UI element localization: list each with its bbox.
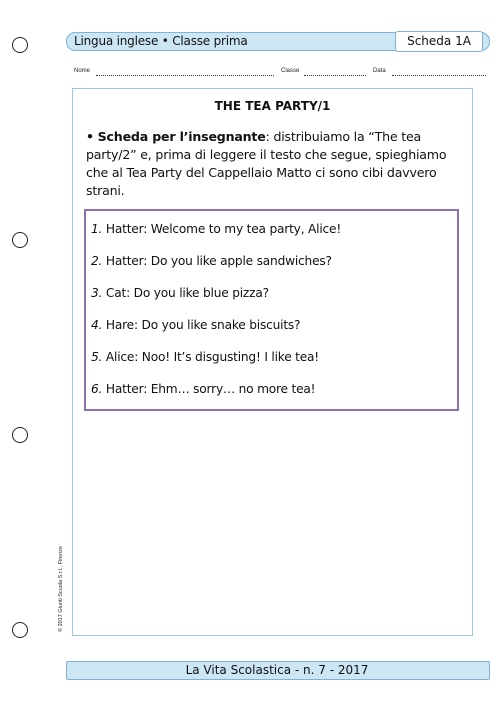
copyright-notice: © 2017 Giunti Scuola S.r.l., Firenze [58, 546, 64, 632]
dialog-number: 1. [91, 222, 103, 236]
teacher-note-text: : distribuiamo la “The tea party/2” e, prima di leggere il testo che segue, spieghiamo che al Tea Party del Cappellaio Matto ci sono cibi davvero strani. [86, 129, 447, 198]
data-line [392, 75, 486, 76]
dialog-number: 5. [91, 350, 103, 364]
classe-label: Classe [281, 68, 300, 74]
scheda-label: Scheda 1A [395, 31, 483, 52]
dialog-text: Hatter: Ehm… sorry… no more tea! [102, 382, 316, 396]
footer-text: La Vita Scolastica - n. 7 - 2017 [185, 663, 369, 677]
dialog-number: 6. [91, 382, 103, 396]
dialog-number: 3. [91, 286, 103, 300]
nome-line [96, 75, 274, 76]
dialog-list [91, 218, 341, 410]
binder-hole-3 [12, 427, 28, 443]
data-label: Data [373, 68, 386, 74]
dialog-line [91, 218, 341, 250]
dialog-text: Hare: Do you like snake biscuits? [102, 318, 301, 332]
binder-hole-2 [12, 232, 28, 248]
dialog-line [91, 314, 341, 346]
binder-hole-1 [12, 37, 28, 53]
dialog-text: Hatter: Do you like apple sandwiches? [102, 254, 332, 268]
dialog-line [91, 250, 341, 282]
dialog-text: Cat: Do you like blue pizza? [102, 286, 269, 300]
dialog-text: Hatter: Welcome to my tea party, Alice! [102, 222, 342, 236]
header-title: Lingua inglese • Classe prima [74, 34, 248, 48]
nome-label: Nome [74, 68, 91, 74]
document-title: THE TEA PARTY/1 [214, 99, 331, 113]
teacher-note [86, 128, 461, 200]
dialog-line [91, 282, 341, 314]
dialog-line [91, 378, 341, 410]
dialog-line [91, 346, 341, 378]
dialog-number: 2. [91, 254, 103, 268]
dialog-text: Alice: Noo! It’s disgusting! I like tea! [102, 350, 319, 364]
binder-hole-4 [12, 622, 28, 638]
classe-line [304, 75, 366, 76]
teacher-note-bullet: • [86, 129, 94, 144]
teacher-note-label: Scheda per l’insegnante [97, 129, 266, 144]
dialog-number: 4. [91, 318, 103, 332]
